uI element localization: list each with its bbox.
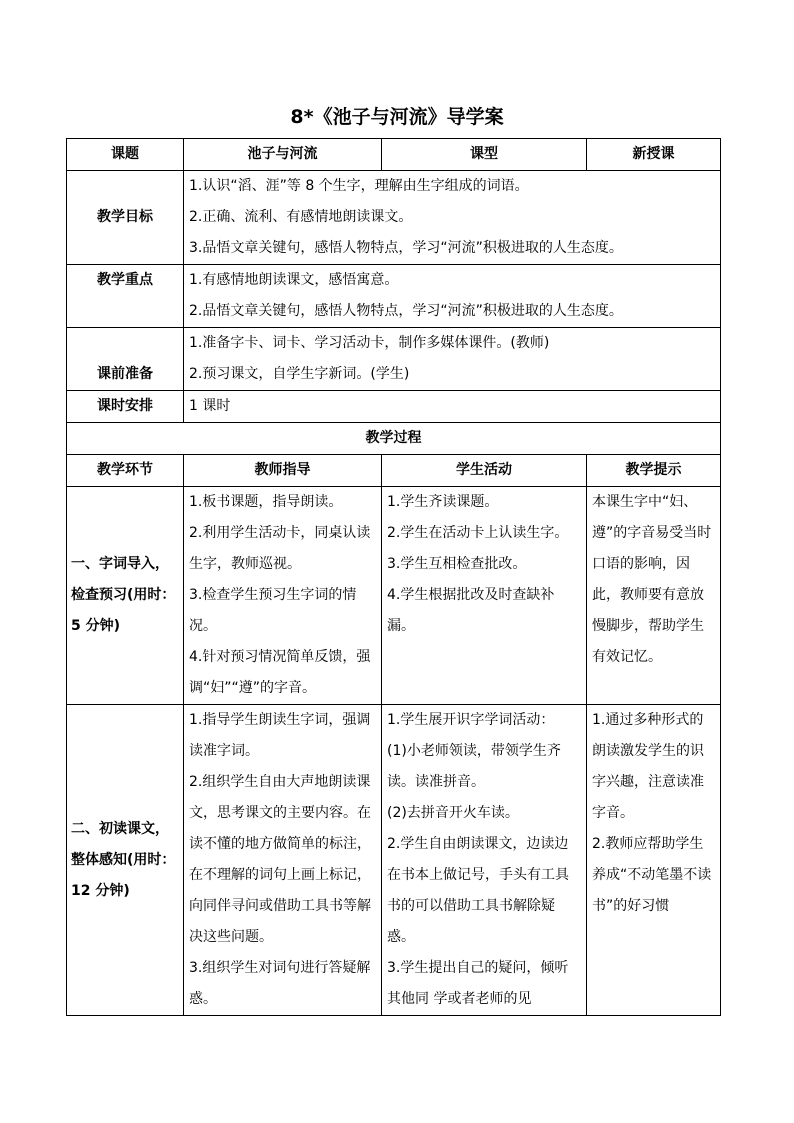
teacher-step: 1.板书课题，指导朗读。 [189,494,343,510]
goal-item: 3.品悟文章关键句，感悟人物特点，学习“河流”积极进取的人生态度。 [189,240,623,256]
goals-label: 教学目标 [67,171,184,265]
student-step: 3.学生互相检查批改。 [387,556,527,572]
student-step: 1.学生齐读课题。 [387,494,499,510]
student-step: (2)去拼音开火车读。 [387,805,519,821]
preparation-item: 2.预习课文，自学生字新词。(学生) [189,366,410,382]
column-header-teacher: 教师指导 [184,455,382,487]
teacher-step: 2.组织学生自由大声地朗读课文，思考课文的主要内容。在读不懂的地方做简单的标注，在不理解的词句上画上标记，向同伴寻问或借助工具书等解决这些问题。 [189,774,371,945]
teacher-guidance [184,705,382,1016]
teacher-step: 3.组织学生对词句进行答疑解惑。 [189,960,371,1007]
key-point-item: 2.品悟文章关键句，感悟人物特点，学习“河流”积极进取的人生态度。 [189,303,623,319]
stage-name: 一、字词导入，检查预习(用时：5 分钟) [67,487,184,705]
tip-text: 2.教师应帮助学生养成“不动笔墨不读书”的好习惯 [592,836,712,914]
process-header-row [67,423,721,455]
student-activity [382,705,587,1016]
student-step: (1)小老师领读，带领学生齐读。读准拼音。 [387,743,561,790]
teaching-tip [587,487,721,705]
key-point-item: 1.有感情地朗读课文，感悟寓意。 [189,272,399,288]
key-points-content [184,265,721,328]
teacher-step: 4.针对预习情况简单反馈，强调“妇”“遵”的字音。 [189,649,371,696]
goals-content [184,171,721,265]
student-step: 2.学生自由朗读课文，边读边在书本上做记号，手头有工具书的可以借助工具书解除疑惑。 [387,836,569,945]
lesson-plan-table [66,138,721,1016]
student-step: 2.学生在活动卡上认读生字。 [387,525,569,541]
lesson-type-label: 课型 [382,139,587,171]
preparation-row [67,328,721,391]
teacher-step: 2.利用学生活动卡，同桌认读生字，教师巡视。 [189,525,371,572]
tip-text: 1.通过多种形式的朗读激发学生的识字兴趣，注意读准字音。 [592,712,704,821]
page-title: 8*《池子与河流》导学案 [290,106,504,128]
stage-row-1 [67,487,721,705]
schedule-value: 1 课时 [184,391,721,423]
goal-item: 2.正确、流利、有感情地朗读课文。 [189,209,413,225]
key-points-label: 教学重点 [67,265,184,328]
column-header-stage: 教学环节 [67,455,184,487]
preparation-label: 课前准备 [67,328,184,391]
tip-text: 本课生字中“妇、遵”的字音易受当时口语的影响，因此，教师要有意放慢脚步，帮助学生有效记忆。 [592,494,712,665]
process-header: 教学过程 [67,423,721,455]
stage-row-2 [67,705,721,1016]
student-activity [382,487,587,705]
teacher-guidance [184,487,382,705]
key-points-row [67,265,721,328]
stage-name: 二、初读课文，整体感知(用时：12 分钟) [67,705,184,1016]
preparation-item: 1.准备字卡、词卡、学习活动卡，制作多媒体课件。(教师) [189,335,550,351]
column-header-student: 学生活动 [382,455,587,487]
student-step: 3.学生提出自己的疑问，倾听其他同 学或者老师的见 [387,960,569,1007]
student-step: 4.学生根据批改及时查缺补漏。 [387,587,555,634]
column-header-row [67,455,721,487]
goals-row [67,171,721,265]
schedule-label: 课时安排 [67,391,184,423]
preparation-content [184,328,721,391]
topic-value: 池子与河流 [184,139,382,171]
topic-row [67,139,721,171]
goal-item: 1.认识“滔、涯”等 8 个生字，理解由生字组成的词语。 [189,178,529,194]
column-header-tips: 教学提示 [587,455,721,487]
teacher-step: 1.指导学生朗读生字词，强调读准字词。 [189,712,371,759]
teaching-tip [587,705,721,1016]
topic-label: 课题 [67,139,184,171]
schedule-row [67,391,721,423]
teacher-step: 3.检查学生预习生字词的情况。 [189,587,357,634]
student-step: 1.学生展开识字学词活动： [387,712,555,728]
lesson-type-value: 新授课 [587,139,721,171]
